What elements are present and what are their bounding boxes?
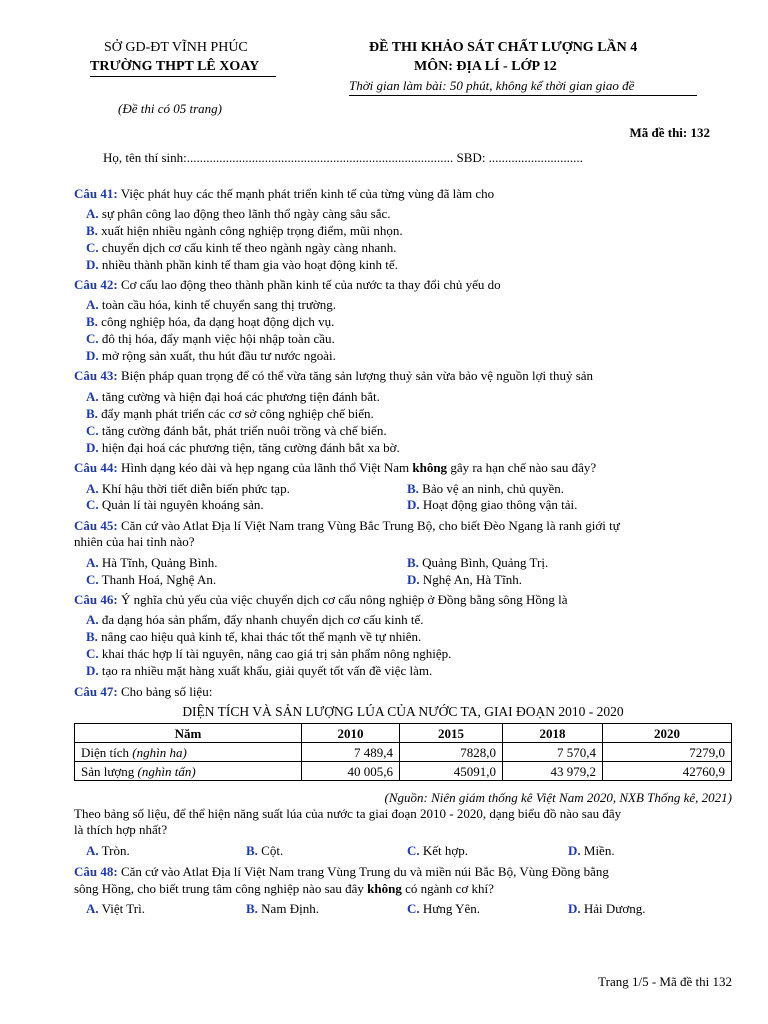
option-text: Nghệ An, Hà Tĩnh. [422, 572, 522, 587]
follow-text-2: là thích hợp nhất? [74, 822, 168, 837]
question-42 [74, 277, 734, 293]
option-b[interactable] [407, 555, 548, 571]
option-text: khai thác hợp lí tài nguyên, nâng cao giá trị sản phẩm nông nghiệp. [101, 646, 452, 661]
option-text: Nam Định. [261, 901, 319, 916]
option-d[interactable] [86, 257, 398, 273]
option-text: toàn cầu hóa, kinh tế chuyển sang thị trường. [101, 297, 337, 312]
option-key: D. [86, 257, 99, 272]
option-key: D. [407, 572, 420, 587]
table-cell: 45091,0 [400, 762, 503, 781]
question-number: Câu 46: [74, 592, 118, 607]
option-text: công nghiệp hóa, đa dạng hoạt động dịch vụ. [101, 314, 335, 329]
question-44 [74, 460, 734, 476]
option-text: Quản lí tài nguyên khoáng sản. [101, 497, 264, 512]
table-header-cell: 2015 [400, 724, 503, 743]
option-key: C. [86, 646, 99, 661]
option-text: nâng cao hiệu quả kinh tế, khai thác tốt thế mạnh về tự nhiên. [101, 629, 422, 644]
follow-text-1: Theo bảng số liệu, để thể hiện năng suất lúa của nước ta giai đoạn 2010 - 2020, dạng biểu đồ nào sau đây [74, 806, 622, 821]
question-47-follow [74, 806, 734, 822]
option-key: A. [86, 389, 99, 404]
table-row-label [75, 762, 302, 781]
question-text: Ý nghĩa chủ yếu của việc chuyển dịch cơ cấu nông nghiệp ở Đồng bằng sông Hồng là [120, 592, 568, 607]
question-text-end: gây ra hạn chế nào sau đây? [447, 460, 597, 475]
option-key: A. [86, 555, 99, 570]
page-footer: Trang 1/5 - Mã đề thi 132 [598, 974, 732, 989]
option-key: B. [86, 314, 98, 329]
option-key: C. [407, 843, 420, 858]
question-45-cont [74, 534, 734, 550]
option-b[interactable] [246, 843, 283, 859]
table-cell: 7 489,4 [302, 743, 400, 762]
data-table [74, 723, 732, 781]
option-text: mở rộng sản xuất, thu hút đầu tư nước ngoài. [101, 348, 336, 363]
table-header-cell: 2018 [503, 724, 603, 743]
question-text: Việc phát huy các thế mạnh phát triển kinh tế của từng vùng đã làm cho [120, 186, 495, 201]
option-text: Hải Dương. [583, 901, 646, 916]
option-a[interactable] [86, 901, 145, 917]
question-number: Câu 44: [74, 460, 118, 475]
option-key: D. [86, 348, 99, 363]
option-text: Việt Trì. [101, 901, 145, 916]
table-cell: 7 570,4 [503, 743, 603, 762]
option-d[interactable] [568, 901, 645, 917]
option-text: Miền. [583, 843, 615, 858]
option-d[interactable] [407, 572, 522, 588]
option-text: Cột. [261, 843, 284, 858]
school-name: TRƯỜNG THPT LÊ XOAY [90, 59, 260, 74]
exam-title: ĐỀ THI KHẢO SÁT CHẤT LƯỢNG LẦN 4 [369, 40, 638, 55]
option-key: C. [86, 240, 99, 255]
option-c[interactable] [407, 901, 480, 917]
row-label: Diện tích [81, 744, 133, 760]
option-text: Hưng Yên. [422, 901, 481, 916]
option-text: đa dạng hóa sản phẩm, đẩy nhanh chuyển dịch cơ cấu kinh tế. [101, 612, 424, 627]
option-c[interactable] [86, 331, 335, 347]
table-header-cell: 2010 [302, 724, 400, 743]
option-text: tạo ra nhiều mặt hàng xuất khẩu, giải quyết tốt vấn đề việc làm. [101, 663, 433, 678]
option-a[interactable] [86, 612, 424, 628]
option-text: chuyển dịch cơ cấu kinh tế theo ngành ngày càng nhanh. [101, 240, 397, 255]
table-header-cell: Năm [75, 724, 302, 743]
option-key: A. [86, 612, 99, 627]
option-d[interactable] [86, 663, 432, 679]
option-b[interactable] [86, 314, 334, 330]
question-text: Cơ cấu lao động theo thành phần kinh tế của nước ta thay đổi chủ yếu do [120, 277, 501, 292]
question-48-cont [74, 881, 734, 897]
option-key: C. [86, 497, 99, 512]
question-number: Câu 45: [74, 518, 118, 533]
option-key: D. [86, 663, 99, 678]
option-key: A. [86, 481, 99, 496]
question-text: Căn cứ vào Atlat Địa lí Việt Nam trang Vùng Bắc Trung Bộ, cho biết Đèo Ngang là ranh giới tự [120, 518, 620, 533]
option-text: nhiều thành phần kinh tế tham gia vào hoạt động kinh tế. [101, 257, 398, 272]
option-key: B. [407, 481, 419, 496]
school-underline [90, 76, 276, 77]
option-key: B. [246, 901, 258, 916]
option-text: tăng cường đánh bắt, phát triển nuôi trồng và chế biến. [101, 423, 387, 438]
question-text-end: có ngành cơ khí? [401, 881, 494, 896]
option-c[interactable] [86, 572, 216, 588]
question-43 [74, 368, 734, 384]
question-47-follow2 [74, 822, 734, 838]
question-text-line2: nhiên của hai tỉnh nào? [74, 534, 195, 549]
table-cell: 7828,0 [400, 743, 503, 762]
question-47 [74, 684, 734, 700]
exam-code: Mã đề thi: 132 [629, 125, 710, 140]
option-text: sự phân công lao động theo lãnh thổ ngày càng sâu sắc. [101, 206, 391, 221]
option-key: D. [568, 901, 581, 916]
table-cell: 7279,0 [603, 743, 732, 762]
option-text: Tròn. [101, 843, 130, 858]
option-key: D. [407, 497, 420, 512]
option-text: Kết hợp. [422, 843, 469, 858]
question-46 [74, 592, 734, 608]
question-45 [74, 518, 734, 534]
option-key: C. [86, 331, 99, 346]
option-key: B. [407, 555, 419, 570]
row-unit: (nghìn tấn) [137, 763, 196, 779]
table-row [75, 762, 732, 781]
table-header-cell: 2020 [603, 724, 732, 743]
question-text-line2: sông Hồng, cho biết trung tâm công nghiệp nào sau đây [74, 881, 368, 896]
option-text: Khí hậu thời tiết diễn biến phức tạp. [101, 481, 290, 496]
option-key: C. [86, 423, 99, 438]
option-text: Thanh Hoá, Nghệ An. [101, 572, 217, 587]
option-b[interactable] [86, 406, 374, 422]
option-d[interactable] [407, 497, 577, 513]
option-text: hiện đại hoá các phương tiện, tăng cường đánh bắt xa bờ. [101, 440, 400, 455]
option-c[interactable] [86, 240, 396, 256]
option-key: B. [246, 843, 258, 858]
question-text: Hình dạng kéo dài và hẹp ngang của lãnh thổ Việt Nam [120, 460, 413, 475]
option-key: A. [86, 206, 99, 221]
table-cell: 43 979,2 [503, 762, 603, 781]
option-text: Hoạt động giao thông vận tải. [422, 497, 578, 512]
question-number: Câu 41: [74, 186, 118, 201]
option-a[interactable] [86, 843, 130, 859]
option-a[interactable] [86, 297, 336, 313]
table-source: (Nguồn: Niên giám thống kê Việt Nam 2020, NXB Thống kê, 2021) [384, 790, 732, 805]
row-unit: (nghìn ha) [132, 744, 187, 760]
option-text: đô thị hóa, đẩy mạnh việc hội nhập toàn cầu. [101, 331, 335, 346]
option-b[interactable] [86, 223, 403, 239]
question-number: Câu 42: [74, 277, 118, 292]
name-line: Họ, tên thí sinh:.................................................................................. SBD: ............................. [103, 150, 583, 165]
table-row [75, 743, 732, 762]
option-text: Quảng Bình, Quảng Trị. [422, 555, 549, 570]
option-text: đẩy mạnh phát triển các cơ sở công nghiệp chế biến. [101, 406, 374, 421]
question-text: Biện pháp quan trọng để có thể vừa tăng sản lượng thuỷ sản vừa bảo vệ nguồn lợi thuỷ sản [120, 368, 594, 383]
table-row-label [75, 743, 302, 762]
question-emphasis: không [412, 460, 448, 475]
option-c[interactable] [86, 497, 264, 513]
option-text: xuất hiện nhiều ngành công nghiệp trọng điểm, mũi nhọn. [101, 223, 403, 238]
option-a[interactable] [86, 555, 218, 571]
option-key: D. [86, 440, 99, 455]
option-b[interactable] [246, 901, 319, 917]
question-text: Căn cứ vào Atlat Địa lí Việt Nam trang Vùng Trung du và miền núi Bắc Bộ, Vùng Đồng bằng [120, 864, 609, 879]
question-number: Câu 48: [74, 864, 118, 879]
question-emphasis: không [367, 881, 402, 896]
option-key: C. [407, 901, 420, 916]
option-a[interactable] [86, 206, 391, 222]
option-a[interactable] [86, 389, 380, 405]
option-key: C. [86, 572, 99, 587]
table-cell: 42760,9 [603, 762, 732, 781]
table-cell: 40 005,6 [302, 762, 400, 781]
table-header-row [75, 724, 732, 743]
option-key: A. [86, 843, 99, 858]
question-41 [74, 186, 734, 202]
option-key: D. [568, 843, 581, 858]
option-d[interactable] [568, 843, 615, 859]
option-a[interactable] [86, 481, 290, 497]
option-c[interactable] [86, 646, 451, 662]
table-title: DIỆN TÍCH VÀ SẢN LƯỢNG LÚA CỦA NƯỚC TA, GIAI ĐOẠN 2010 - 2020 [182, 704, 624, 719]
option-text: Hà Tĩnh, Quảng Bình. [101, 555, 218, 570]
option-key: B. [86, 406, 98, 421]
question-text: Cho bảng số liệu: [120, 684, 213, 699]
option-c[interactable] [86, 423, 387, 439]
pages-note: (Đề thi có 05 trang) [118, 101, 222, 116]
option-d[interactable] [86, 440, 400, 456]
option-key: A. [86, 901, 99, 916]
option-key: B. [86, 223, 98, 238]
option-b[interactable] [407, 481, 564, 497]
time-underline [349, 95, 697, 96]
subject: MÔN: ĐỊA LÍ - LỚP 12 [414, 59, 557, 74]
option-text: Bảo vệ an ninh, chủ quyền. [422, 481, 565, 496]
exam-time: Thời gian làm bài: 50 phút, không kể thời gian giao đề [349, 78, 635, 93]
question-number: Câu 43: [74, 368, 118, 383]
row-label: Sản lượng [81, 763, 138, 779]
option-c[interactable] [407, 843, 468, 859]
option-d[interactable] [86, 348, 336, 364]
question-number: Câu 47: [74, 684, 118, 699]
question-48 [74, 864, 734, 880]
option-text: tăng cường và hiện đại hoá các phương tiện đánh bắt. [101, 389, 380, 404]
dept-name: SỞ GD-ĐT VĨNH PHÚC [104, 40, 248, 55]
option-b[interactable] [86, 629, 421, 645]
option-key: B. [86, 629, 98, 644]
option-key: A. [86, 297, 99, 312]
